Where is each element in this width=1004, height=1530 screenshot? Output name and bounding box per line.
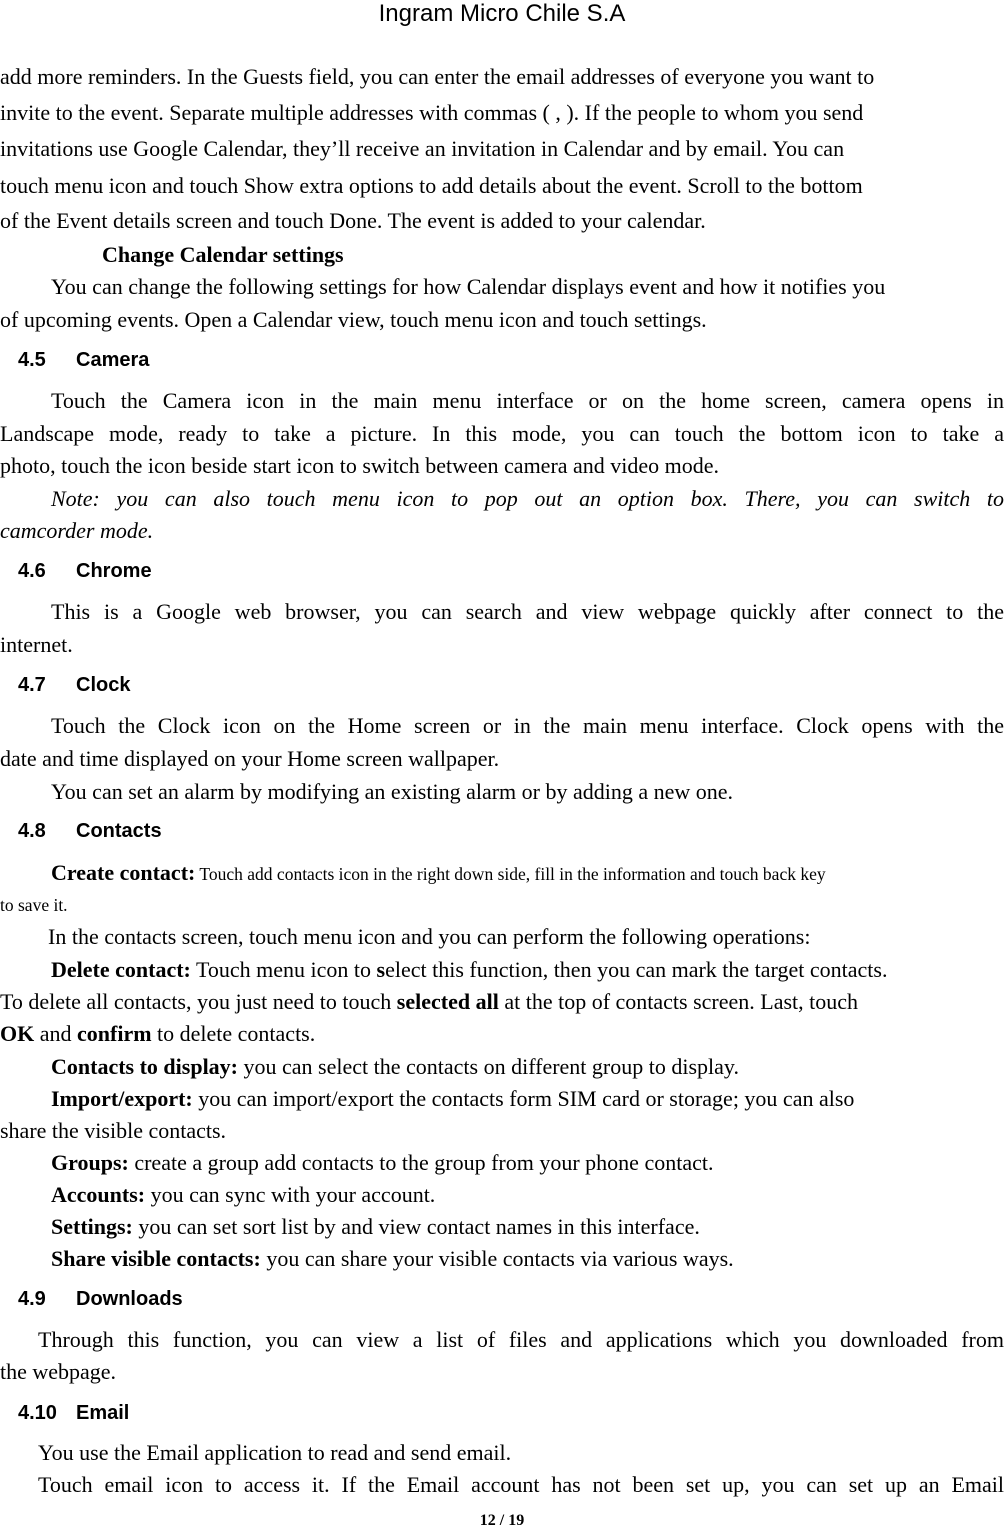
create-contact-label: Create contact: (51, 860, 196, 885)
contacts-to-display-text: you can select the contacts on different group to display. (238, 1054, 739, 1079)
section-heading-chrome (18, 558, 152, 584)
settings-text: you can set sort list by and view contact names in this interface. (132, 1214, 700, 1239)
page-header: Ingram Micro Chile S.A (378, 0, 626, 27)
section-title: Email (76, 1402, 130, 1424)
contacts-operations-intro: In the contacts screen, touch menu icon and you can perform the following operations: (48, 924, 811, 949)
section-number: 4.7 (18, 674, 46, 696)
section-heading-contacts (18, 818, 162, 844)
section-number: 4.10 (18, 1402, 57, 1424)
camera-line-3: photo, touch the icon beside start icon to switch between camera and video mode. (0, 453, 720, 478)
delete-contact-line (51, 955, 1004, 985)
camera-note-line-1: Note: you can also touch menu icon to pop out an option box. There, you can switch to (51, 486, 1004, 511)
confirm-term: confirm (77, 1021, 152, 1046)
section-heading-clock (18, 672, 130, 698)
email-line-1: You use the Email application to read and send email. (38, 1440, 512, 1465)
intro-line-3: invitations use Google Calendar, they’ll receive an invitation in Calendar and by email. You can (0, 136, 845, 161)
intro-line-5: of the Event details screen and touch Done. The event is added to your calendar. (0, 208, 706, 233)
section-heading-email (18, 1400, 129, 1426)
share-visible-contacts-text: you can share your visible contacts via various ways. (260, 1246, 734, 1271)
delete-contact-text-a: Touch menu icon to (190, 957, 377, 982)
intro-line-2: invite to the event. Separate multiple addresses with commas ( , ). If the people to whom you send (0, 100, 864, 125)
groups-text: create a group add contacts to the group from your phone contact. (128, 1150, 714, 1175)
import-export-label: Import/export: (51, 1086, 193, 1111)
section-title: Clock (76, 674, 131, 696)
chrome-line-2: internet. (0, 632, 73, 657)
delete-contact-line-3 (0, 1019, 1004, 1049)
section-title: Contacts (76, 820, 162, 842)
accounts-label: Accounts: (51, 1182, 146, 1207)
import-export-line-2: share the visible contacts. (0, 1118, 227, 1143)
delete-contact-line-2 (0, 987, 1004, 1017)
camera-line-2: Landscape mode, ready to take a picture. In this mode, you can touch the bottom icon to take a (0, 421, 1004, 446)
section-title: Downloads (76, 1288, 183, 1310)
delete-contact-s: s (376, 957, 386, 982)
create-contact-line-2: to save it. (0, 895, 68, 915)
import-export-text: you can import/export the contacts form SIM card or storage; you can also (192, 1086, 855, 1111)
share-visible-contacts-label: Share visible contacts: (51, 1246, 261, 1271)
share-visible-contacts-line (51, 1244, 1004, 1274)
clock-line-2: date and time displayed on your Home screen wallpaper. (0, 746, 500, 771)
chrome-line-1: This is a Google web browser, you can search and view webpage quickly after connect to the (51, 599, 1004, 624)
section-title: Camera (76, 349, 150, 371)
email-line-2: Touch email icon to access it. If the Email account has not been set up, you can set up an Email (38, 1472, 1004, 1497)
settings-label: Settings: (51, 1214, 133, 1239)
section-number: 4.8 (18, 820, 46, 842)
delete-line2-b: at the top of contacts screen. Last, touch (498, 989, 859, 1014)
and-text: and (34, 1021, 77, 1046)
delete-line2-a: To delete all contacts, you just need to touch (0, 989, 397, 1014)
create-contact-line (51, 858, 1004, 889)
calendar-settings-line-2: of upcoming events. Open a Calendar view, touch menu icon and touch settings. (0, 307, 707, 332)
camera-note-line-2: camcorder mode. (0, 518, 154, 543)
downloads-line-2: the webpage. (0, 1359, 117, 1384)
section-number: 4.6 (18, 560, 46, 582)
section-number: 4.9 (18, 1288, 46, 1310)
delete-contact-text-b: elect this function, then you can mark the target contacts. (385, 957, 888, 982)
accounts-line (51, 1180, 1004, 1210)
section-number: 4.5 (18, 349, 46, 371)
groups-line (51, 1148, 1004, 1178)
import-export-line (51, 1084, 1004, 1114)
calendar-settings-title: Change Calendar settings (102, 242, 344, 267)
camera-line-1: Touch the Camera icon in the main menu interface or on the home screen, camera opens in (51, 388, 1004, 413)
delete-line3-text: to delete contacts. (151, 1021, 316, 1046)
ok-term: OK (0, 1021, 35, 1046)
selected-all-term: selected all (396, 989, 499, 1014)
clock-line-1: Touch the Clock icon on the Home screen or in the main menu interface. Clock opens with the (51, 713, 1004, 738)
calendar-settings-line-1: You can change the following settings for how Calendar displays event and how it notifies you (51, 274, 886, 299)
downloads-line-1: Through this function, you can view a list of files and applications which you downloaded from (38, 1327, 1004, 1352)
delete-contact-label: Delete contact: (51, 957, 191, 982)
contacts-to-display-line (51, 1052, 1004, 1082)
create-contact-text: Touch add contacts icon in the right down side, fill in the information and touch back key (195, 864, 826, 884)
accounts-text: you can sync with your account. (145, 1182, 436, 1207)
intro-line-1: add more reminders. In the Guests field, you can enter the email addresses of everyone you want to (0, 64, 875, 89)
page-number: 12 / 19 (479, 1512, 525, 1529)
contacts-to-display-label: Contacts to display: (51, 1054, 239, 1079)
section-title: Chrome (76, 560, 152, 582)
intro-line-4: touch menu icon and touch Show extra options to add details about the event. Scroll to the bottom (0, 173, 863, 198)
section-heading-downloads (18, 1286, 183, 1312)
clock-line-3: You can set an alarm by modifying an existing alarm or by adding a new one. (51, 779, 734, 804)
section-heading-camera (18, 347, 149, 373)
groups-label: Groups: (51, 1150, 129, 1175)
settings-line (51, 1212, 1004, 1242)
